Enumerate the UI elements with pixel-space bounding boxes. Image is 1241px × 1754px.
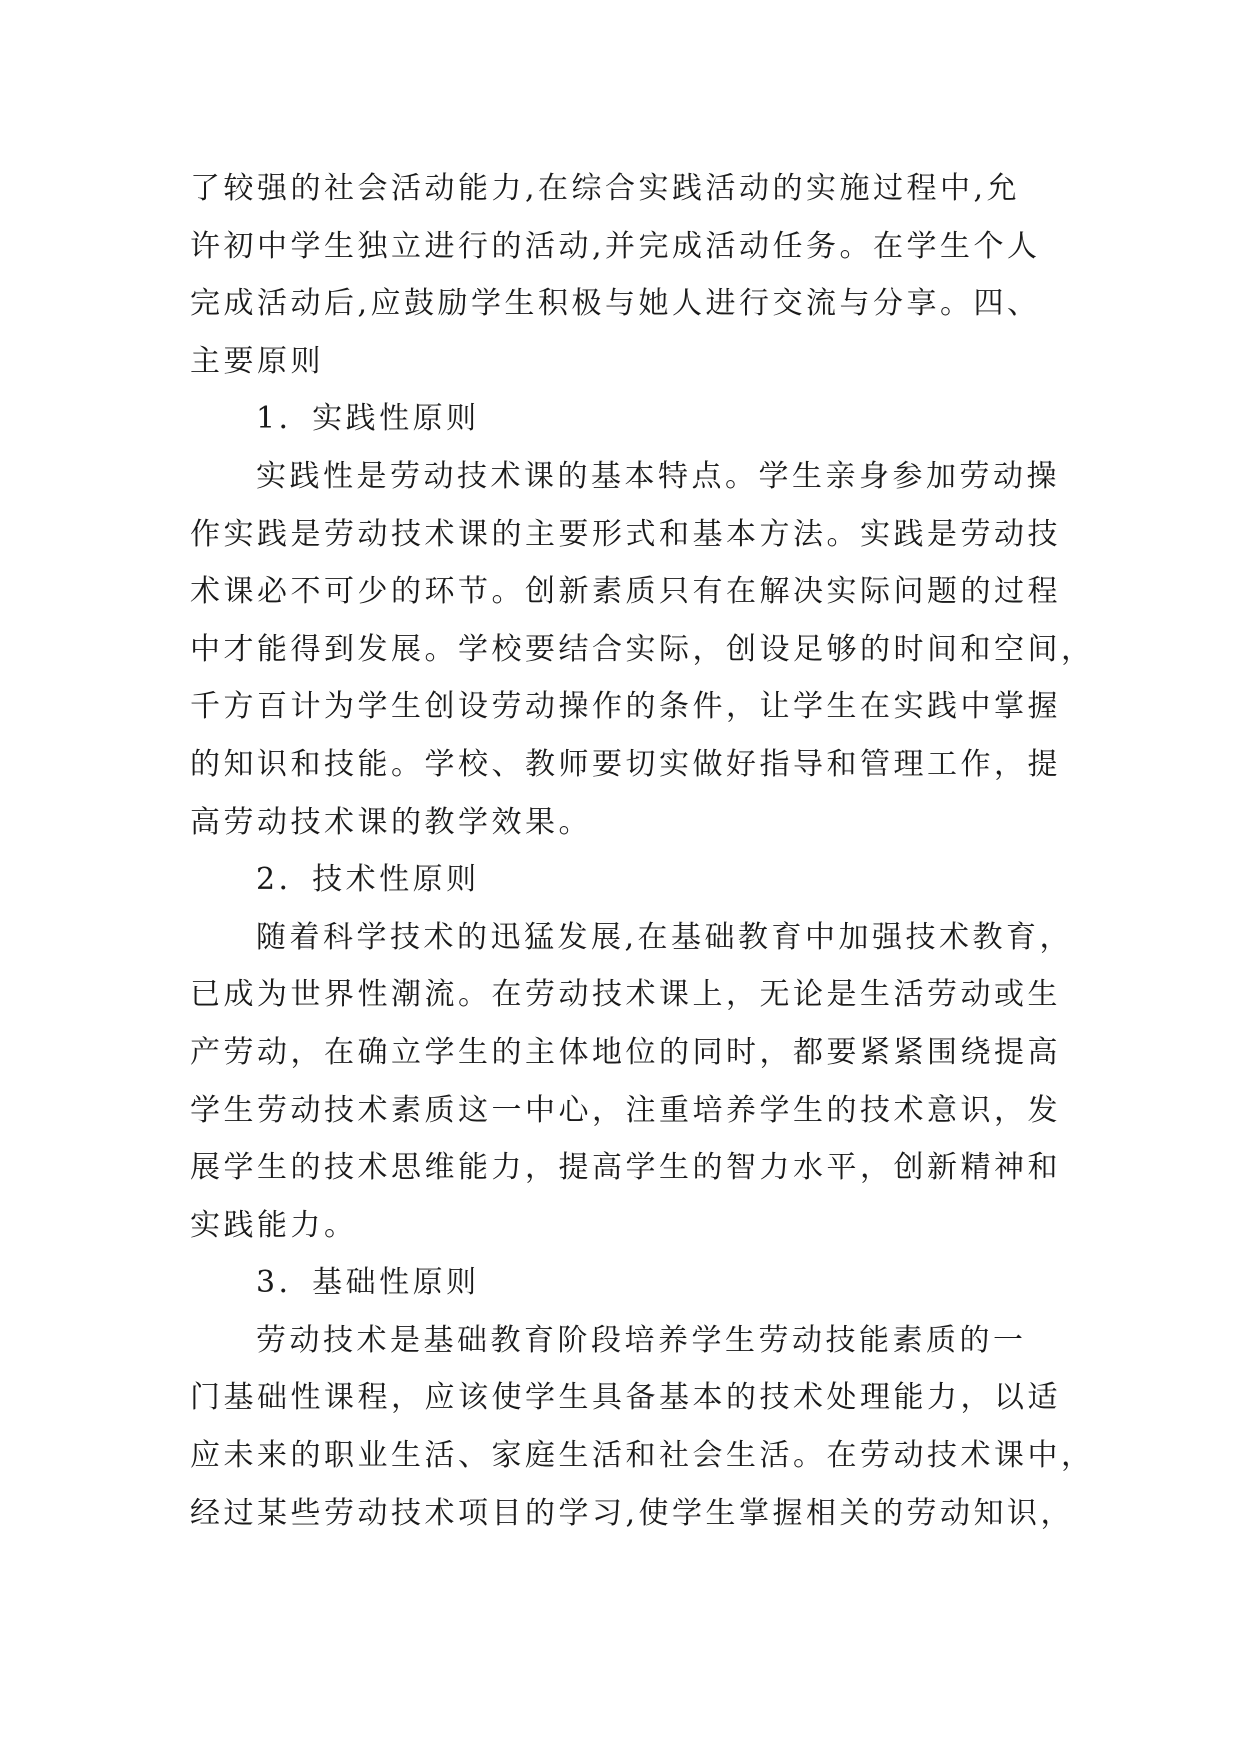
- text-line: 展学生的技术思维能力，提高学生的智力水平，创新精神和: [190, 1150, 1061, 1186]
- text-line: 作实践是劳动技术课的主要形式和基本方法。实践是劳动技: [190, 516, 1061, 552]
- text-line: 劳动技术是基础教育阶段培养学生劳动技能素质的一: [256, 1322, 1027, 1358]
- text-line: 实践性是劳动技术课的基本特点。学生亲身参加劳动操: [256, 458, 1060, 494]
- section-heading-practicality: 1．实践性原则: [256, 401, 480, 437]
- text-line: 经过某些劳动技术项目的学习,使学生掌握相关的劳动知识，: [190, 1495, 1075, 1531]
- text-line: 的知识和技能。学校、教师要切实做好指导和管理工作，提: [190, 746, 1061, 782]
- text-line: 已成为世界性潮流。在劳动技术课上，无论是生活劳动或生: [190, 977, 1061, 1013]
- text-line: 中才能得到发展。学校要结合实际，创设足够的时间和空间，: [190, 631, 1095, 667]
- text-line: 主要原则: [190, 343, 324, 379]
- text-line: 门基础性课程，应该使学生具备基本的技术处理能力，以适: [190, 1380, 1061, 1416]
- text-line: 应未来的职业生活、家庭生活和社会生活。在劳动技术课中，: [190, 1438, 1095, 1474]
- text-line: 千方百计为学生创设劳动操作的条件，让学生在实践中掌握: [190, 689, 1061, 725]
- text-line: 学生劳动技术素质这一中心，注重培养学生的技术意识，发: [190, 1092, 1061, 1128]
- text-line: 完成活动后,应鼓励学生积极与她人进行交流与分享。四、: [190, 286, 1041, 322]
- text-line: 高劳动技术课的教学效果。: [190, 804, 592, 840]
- document-body: [190, 160, 1095, 1542]
- section-heading-foundation: 3．基础性原则: [256, 1265, 480, 1301]
- section-heading-technicality: 2．技术性原则: [256, 862, 480, 898]
- text-line: 了较强的社会活动能力,在综合实践活动的实施过程中,允: [190, 171, 1021, 206]
- text-line: 术课必不可少的环节。创新素质只有在解决实际问题的过程: [190, 574, 1061, 610]
- text-line: 实践能力。: [190, 1207, 358, 1243]
- text-line: 产劳动，在确立学生的主体地位的同时，都要紧紧围绕提高: [190, 1034, 1061, 1070]
- text-line: 随着科学技术的迅猛发展,在基础教育中加强技术教育，: [256, 919, 1074, 955]
- text-line: 许初中学生独立进行的活动,并完成活动任务。在学生个人: [190, 228, 1041, 264]
